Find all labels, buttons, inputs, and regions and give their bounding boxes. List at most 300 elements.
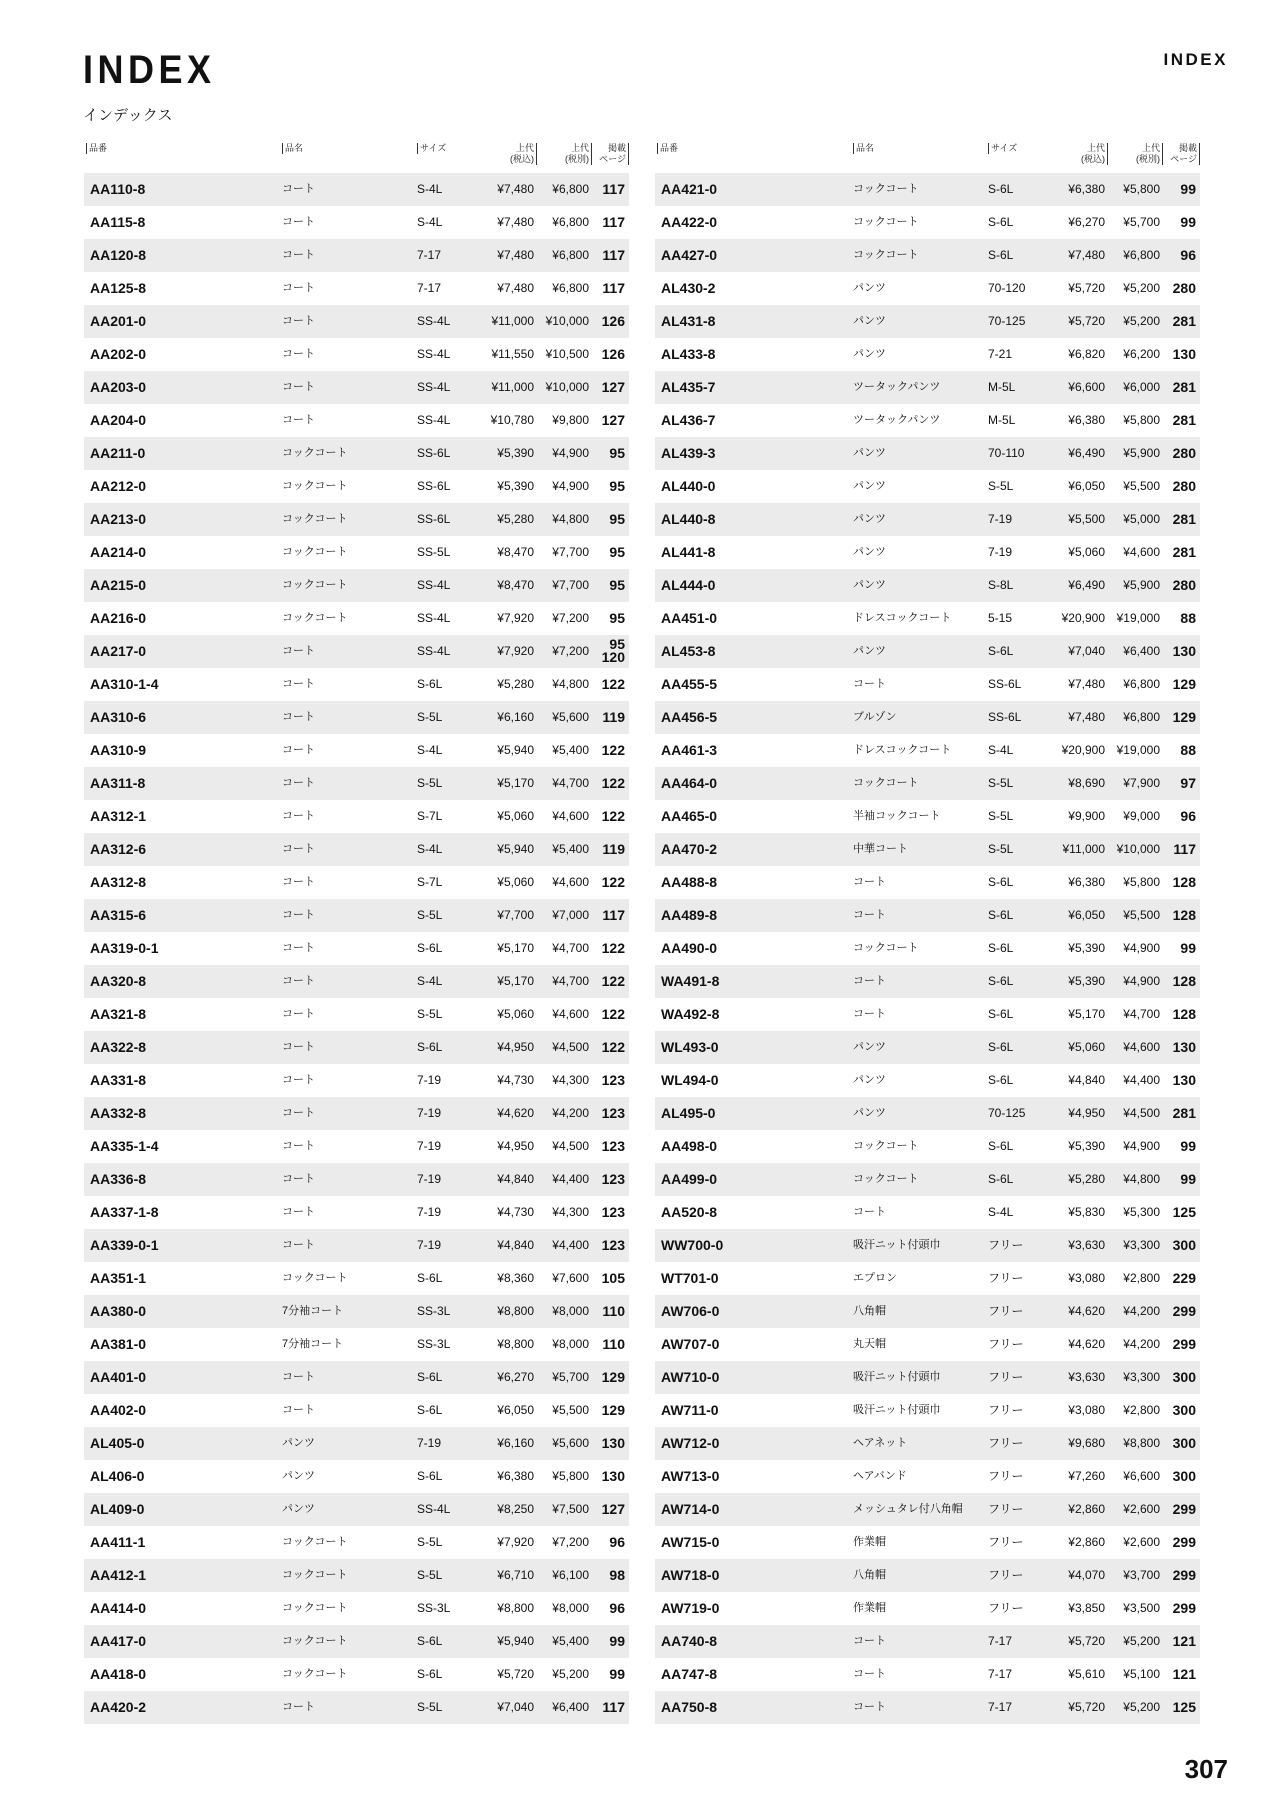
price-excl-tax: ¥4,900 <box>1123 1139 1160 1153</box>
item-code: AA499-0 <box>661 1171 718 1187</box>
page-ref: 130 <box>1172 643 1196 659</box>
item-size: S-4L <box>417 743 443 757</box>
price-incl-tax: ¥5,280 <box>497 512 534 526</box>
price-incl-tax: ¥3,850 <box>1068 1601 1105 1615</box>
table-row <box>655 767 1200 800</box>
price-incl-tax: ¥4,950 <box>497 1139 534 1153</box>
item-size: S-6L <box>988 182 1014 196</box>
item-size: 7-19 <box>417 1205 442 1219</box>
item-size: フリー <box>988 1403 1024 1417</box>
col-price-excl-header: 上代 (税別) <box>1108 143 1163 165</box>
price-excl-tax: ¥6,800 <box>1123 677 1160 691</box>
item-size: S-5L <box>417 1535 443 1549</box>
table-row <box>84 1592 629 1625</box>
page-ref: 110 <box>602 1336 625 1352</box>
item-code: WL493-0 <box>661 1039 719 1055</box>
item-size: SS-6L <box>417 479 451 493</box>
price-incl-tax: ¥4,840 <box>1068 1073 1105 1087</box>
price-incl-tax: ¥5,390 <box>1068 1139 1105 1153</box>
page-ref: 130 <box>1172 1039 1196 1055</box>
table-row <box>655 1559 1200 1592</box>
page-ref: 299 <box>1172 1567 1196 1583</box>
item-size: S-6L <box>988 875 1014 889</box>
price-incl-tax: ¥8,360 <box>497 1271 534 1285</box>
price-incl-tax: ¥5,610 <box>1068 1667 1105 1681</box>
price-incl-tax: ¥7,480 <box>1068 248 1105 262</box>
page-ref: 126 <box>601 346 625 362</box>
item-code: AA321-8 <box>90 1006 147 1022</box>
page-ref: 281 <box>1172 1105 1196 1121</box>
item-code: AA470-2 <box>661 841 718 857</box>
price-excl-tax: ¥4,600 <box>1123 545 1160 559</box>
item-name: コート <box>282 1107 315 1119</box>
item-size: フリー <box>988 1436 1024 1450</box>
price-incl-tax: ¥6,380 <box>1068 413 1105 427</box>
item-code: AA422-0 <box>661 214 718 230</box>
index-table-left <box>84 143 629 1724</box>
price-incl-tax: ¥5,280 <box>497 677 534 691</box>
item-code: AA310-6 <box>90 709 147 725</box>
table-row <box>655 1163 1200 1196</box>
price-incl-tax: ¥6,270 <box>497 1370 534 1384</box>
item-name: 吸汗ニット付頭巾 <box>853 1371 941 1383</box>
item-size: SS-6L <box>417 512 451 526</box>
price-incl-tax: ¥4,620 <box>1068 1304 1105 1318</box>
price-excl-tax: ¥4,600 <box>1123 1040 1160 1054</box>
table-row <box>84 1262 629 1295</box>
table-body <box>655 173 1200 1724</box>
page-ref: 95 <box>609 544 625 560</box>
item-name: コート <box>282 315 315 327</box>
page-ref: 95 <box>609 478 625 494</box>
price-excl-tax: ¥4,800 <box>552 512 589 526</box>
page-ref: 300 <box>1172 1435 1196 1451</box>
item-size: 7-19 <box>988 512 1013 526</box>
item-code: AL441-8 <box>661 544 716 560</box>
item-name: コックコート <box>282 612 348 624</box>
table-row <box>84 173 629 206</box>
item-size: S-4L <box>988 1205 1014 1219</box>
price-incl-tax: ¥7,260 <box>1068 1469 1105 1483</box>
table-row <box>84 1460 629 1493</box>
price-incl-tax: ¥20,900 <box>1061 611 1105 625</box>
item-name: コックコート <box>282 480 348 492</box>
price-excl-tax: ¥5,300 <box>1123 1205 1160 1219</box>
item-code: AA488-8 <box>661 874 718 890</box>
col-code-header: 品番 <box>86 143 107 154</box>
price-excl-tax: ¥5,400 <box>552 1634 589 1648</box>
item-size: S-6L <box>417 677 443 691</box>
item-code: AA332-8 <box>90 1105 147 1121</box>
price-excl-tax: ¥4,200 <box>1123 1304 1160 1318</box>
table-row <box>655 503 1200 536</box>
item-name: ドレスコックコート <box>853 612 952 624</box>
item-name: 作業帽 <box>853 1602 886 1614</box>
item-code: AA489-8 <box>661 907 718 923</box>
page-ref: 117 <box>602 181 625 197</box>
item-name: コート <box>282 744 315 756</box>
price-excl-tax: ¥6,400 <box>1123 644 1160 658</box>
page-ref: 96 <box>1180 808 1196 824</box>
table-row <box>84 1196 629 1229</box>
page-ref: 117 <box>1173 841 1196 857</box>
table-row <box>655 1262 1200 1295</box>
item-code: AA747-8 <box>661 1666 718 1682</box>
item-code: AA335-1-4 <box>90 1138 159 1154</box>
item-size: S-6L <box>417 1469 443 1483</box>
price-incl-tax: ¥11,000 <box>491 380 534 394</box>
table-row <box>655 1097 1200 1130</box>
price-incl-tax: ¥7,040 <box>497 1700 534 1714</box>
item-name: コート <box>282 843 315 855</box>
price-excl-tax: ¥19,000 <box>1116 611 1160 625</box>
item-name: コート <box>853 975 886 987</box>
price-incl-tax: ¥2,860 <box>1068 1502 1105 1516</box>
table-row <box>84 1097 629 1130</box>
table-body <box>84 173 629 1724</box>
price-excl-tax: ¥4,200 <box>1123 1337 1160 1351</box>
table-row <box>84 1691 629 1724</box>
page-ref: 128 <box>1172 874 1196 890</box>
page-ref: 280 <box>1172 478 1196 494</box>
page-ref: 99 <box>1180 940 1196 956</box>
price-excl-tax: ¥6,400 <box>552 1700 589 1714</box>
item-size: S-6L <box>417 941 443 955</box>
item-code: AA520-8 <box>661 1204 718 1220</box>
price-incl-tax: ¥4,620 <box>1068 1337 1105 1351</box>
corner-label: INDEX <box>1163 50 1228 69</box>
price-excl-tax: ¥4,700 <box>552 974 589 988</box>
item-name: コックコート <box>853 942 919 954</box>
table-row <box>655 800 1200 833</box>
table-row <box>655 1427 1200 1460</box>
price-incl-tax: ¥5,720 <box>1068 281 1105 295</box>
item-name: コックコート <box>282 447 348 459</box>
page-ref: 122 <box>601 940 625 956</box>
item-size: S-6L <box>988 1040 1014 1054</box>
item-code: AA115-8 <box>90 214 146 230</box>
item-name: コックコート <box>853 777 919 789</box>
item-code: AA414-0 <box>90 1600 147 1616</box>
page-ref: 130 <box>1172 1072 1196 1088</box>
item-name: パンツ <box>853 645 886 657</box>
item-code: AA201-0 <box>90 313 147 329</box>
price-incl-tax: ¥5,830 <box>1068 1205 1105 1219</box>
table-row <box>655 1691 1200 1724</box>
price-incl-tax: ¥5,720 <box>497 1667 534 1681</box>
item-code: AA213-0 <box>90 511 147 527</box>
item-name: パンツ <box>853 282 886 294</box>
table-row <box>84 965 629 998</box>
page-ref: 110 <box>602 1303 625 1319</box>
table-row <box>84 1031 629 1064</box>
item-name: パンツ <box>853 579 886 591</box>
page-ref: 130 <box>1172 346 1196 362</box>
price-excl-tax: ¥4,300 <box>552 1073 589 1087</box>
table-row <box>84 536 629 569</box>
item-size: 7-17 <box>417 248 442 262</box>
table-row <box>84 338 629 371</box>
table-row <box>84 668 629 701</box>
item-name: コート <box>282 711 315 723</box>
item-name: ブルゾン <box>853 711 897 723</box>
price-excl-tax: ¥4,700 <box>552 776 589 790</box>
item-size: S-6L <box>417 1403 443 1417</box>
item-code: AA217-0 <box>90 643 147 659</box>
price-incl-tax: ¥6,160 <box>497 710 534 724</box>
item-code: AL433-8 <box>661 346 716 362</box>
page-ref: 281 <box>1172 544 1196 560</box>
price-incl-tax: ¥8,470 <box>497 578 534 592</box>
table-row <box>84 1625 629 1658</box>
price-incl-tax: ¥8,800 <box>497 1304 534 1318</box>
price-excl-tax: ¥4,600 <box>552 1007 589 1021</box>
item-code: AA421-0 <box>661 181 718 197</box>
price-incl-tax: ¥6,050 <box>497 1403 534 1417</box>
price-incl-tax: ¥5,390 <box>1068 941 1105 955</box>
item-size: フリー <box>988 1337 1024 1351</box>
table-row <box>84 371 629 404</box>
item-code: AW713-0 <box>661 1468 720 1484</box>
price-excl-tax: ¥6,800 <box>1123 710 1160 724</box>
price-excl-tax: ¥8,000 <box>552 1601 589 1615</box>
table-row <box>84 1394 629 1427</box>
price-incl-tax: ¥5,060 <box>1068 545 1105 559</box>
price-incl-tax: ¥5,170 <box>497 941 534 955</box>
item-name: ヘアネット <box>853 1437 908 1449</box>
table-row <box>655 536 1200 569</box>
price-incl-tax: ¥6,050 <box>1068 479 1105 493</box>
price-incl-tax: ¥5,720 <box>1068 1634 1105 1648</box>
price-excl-tax: ¥7,700 <box>552 578 589 592</box>
item-name: コート <box>282 645 315 657</box>
item-code: AL444-0 <box>661 577 716 593</box>
table-row <box>84 437 629 470</box>
table-row <box>84 1493 629 1526</box>
page-ref: 130 <box>601 1435 625 1451</box>
item-name: コックコート <box>282 1272 348 1284</box>
page-ref: 300 <box>1172 1468 1196 1484</box>
page-ref: 281 <box>1172 412 1196 428</box>
table-row <box>655 1625 1200 1658</box>
item-code: AA417-0 <box>90 1633 147 1649</box>
table-row <box>655 1361 1200 1394</box>
price-excl-tax: ¥4,900 <box>552 446 589 460</box>
price-excl-tax: ¥3,300 <box>1123 1370 1160 1384</box>
col-size-header: サイズ <box>988 143 1017 154</box>
page-ref: 281 <box>1172 511 1196 527</box>
table-row <box>655 404 1200 437</box>
item-name: パンツ <box>853 348 886 360</box>
item-size: 7-17 <box>988 1667 1013 1681</box>
price-excl-tax: ¥9,800 <box>552 413 589 427</box>
page-ref: 229 <box>1172 1270 1196 1286</box>
item-size: M-5L <box>988 380 1016 394</box>
item-code: AA311-8 <box>90 775 146 791</box>
page-ref: 96 <box>609 1600 625 1616</box>
price-excl-tax: ¥6,100 <box>552 1568 589 1582</box>
item-name: コート <box>853 1668 886 1680</box>
price-incl-tax: ¥5,940 <box>497 842 534 856</box>
table-row <box>655 1493 1200 1526</box>
price-excl-tax: ¥7,600 <box>552 1271 589 1285</box>
table-row <box>84 1361 629 1394</box>
page-ref: 123 <box>601 1138 625 1154</box>
table-row <box>655 1130 1200 1163</box>
price-excl-tax: ¥19,000 <box>1116 743 1160 757</box>
item-name: 八角帽 <box>853 1569 886 1581</box>
item-code: AA337-1-8 <box>90 1204 159 1220</box>
item-size: S-6L <box>417 1667 443 1681</box>
price-incl-tax: ¥3,630 <box>1068 1238 1105 1252</box>
col-size-header: サイズ <box>417 143 446 154</box>
item-name: パンツ <box>853 546 886 558</box>
item-code: AA451-0 <box>661 610 718 626</box>
item-name: 吸汗ニット付頭巾 <box>853 1239 941 1251</box>
table-row <box>655 833 1200 866</box>
price-incl-tax: ¥7,480 <box>497 281 534 295</box>
page-ref: 95 <box>609 511 625 527</box>
page-ref: 99 <box>1180 1138 1196 1154</box>
price-excl-tax: ¥5,000 <box>1123 512 1160 526</box>
price-incl-tax: ¥4,620 <box>497 1106 534 1120</box>
item-size: 70-125 <box>988 1106 1026 1120</box>
item-code: AA427-0 <box>661 247 718 263</box>
price-excl-tax: ¥8,000 <box>552 1337 589 1351</box>
item-name: コート <box>282 1140 315 1152</box>
item-size: 70-120 <box>988 281 1026 295</box>
table-row <box>84 701 629 734</box>
page-ref: 300 <box>1172 1369 1196 1385</box>
table-row <box>655 437 1200 470</box>
item-code: AA740-8 <box>661 1633 718 1649</box>
item-code: AA211-0 <box>90 445 146 461</box>
price-excl-tax: ¥4,900 <box>1123 974 1160 988</box>
table-row <box>655 1031 1200 1064</box>
price-incl-tax: ¥4,840 <box>497 1238 534 1252</box>
price-incl-tax: ¥3,630 <box>1068 1370 1105 1384</box>
price-excl-tax: ¥5,700 <box>552 1370 589 1384</box>
item-code: AA331-8 <box>90 1072 147 1088</box>
index-table-right <box>655 143 1200 1724</box>
item-size: フリー <box>988 1535 1024 1549</box>
price-excl-tax: ¥8,800 <box>1123 1436 1160 1450</box>
item-code: AA312-1 <box>90 808 147 824</box>
price-incl-tax: ¥7,480 <box>497 215 534 229</box>
item-code: AA461-3 <box>661 742 718 758</box>
price-incl-tax: ¥20,900 <box>1061 743 1105 757</box>
table-row <box>84 1064 629 1097</box>
item-size: SS-4L <box>417 314 451 328</box>
page-ref: 99 <box>1180 181 1196 197</box>
page-ref: 98 <box>609 1567 625 1583</box>
item-code: AA351-1 <box>90 1270 147 1286</box>
price-incl-tax: ¥3,080 <box>1068 1271 1105 1285</box>
item-code: AL495-0 <box>661 1105 716 1121</box>
item-code: AW718-0 <box>661 1567 720 1583</box>
price-excl-tax: ¥5,200 <box>1123 281 1160 295</box>
page-ref: 122 <box>601 1039 625 1055</box>
item-size: フリー <box>988 1601 1024 1615</box>
price-excl-tax: ¥4,300 <box>552 1205 589 1219</box>
item-name: コート <box>282 1239 315 1251</box>
col-page-header: 掲載 ページ <box>593 143 629 165</box>
page-ref: 123 <box>601 1171 625 1187</box>
table-row <box>655 338 1200 371</box>
price-incl-tax: ¥6,160 <box>497 1436 534 1450</box>
table-row <box>84 272 629 305</box>
item-name: ツータックパンツ <box>853 414 941 426</box>
price-incl-tax: ¥6,600 <box>1068 380 1105 394</box>
item-code: AA203-0 <box>90 379 147 395</box>
item-code: AA312-8 <box>90 874 147 890</box>
price-excl-tax: ¥4,500 <box>1123 1106 1160 1120</box>
page-ref: 129 <box>601 1402 625 1418</box>
table-row <box>84 899 629 932</box>
table-row <box>655 668 1200 701</box>
item-name: ドレスコックコート <box>853 744 952 756</box>
price-excl-tax: ¥4,200 <box>552 1106 589 1120</box>
price-incl-tax: ¥2,860 <box>1068 1535 1105 1549</box>
item-name: コート <box>282 909 315 921</box>
price-excl-tax: ¥4,800 <box>552 677 589 691</box>
page-ref: 117 <box>602 247 625 263</box>
table-row <box>655 371 1200 404</box>
item-name: コート <box>282 381 315 393</box>
item-size: SS-3L <box>417 1304 451 1318</box>
price-excl-tax: ¥3,300 <box>1123 1238 1160 1252</box>
table-row <box>655 1229 1200 1262</box>
price-excl-tax: ¥10,000 <box>545 314 589 328</box>
item-code: AA322-8 <box>90 1039 147 1055</box>
price-incl-tax: ¥4,840 <box>497 1172 534 1186</box>
item-size: S-5L <box>417 776 443 790</box>
price-excl-tax: ¥4,400 <box>552 1238 589 1252</box>
item-code: AL435-7 <box>661 379 716 395</box>
item-code: AA216-0 <box>90 610 147 626</box>
item-name: コックコート <box>853 216 919 228</box>
item-name: 八角帽 <box>853 1305 886 1317</box>
page-ref: 96 <box>609 1534 625 1550</box>
page-ref: 281 <box>1172 379 1196 395</box>
item-size: S-5L <box>417 908 443 922</box>
item-size: SS-4L <box>417 347 451 361</box>
item-name: コックコート <box>282 1569 348 1581</box>
price-incl-tax: ¥8,470 <box>497 545 534 559</box>
table-row <box>84 602 629 635</box>
price-excl-tax: ¥5,400 <box>552 743 589 757</box>
table-row <box>655 998 1200 1031</box>
item-code: AL430-2 <box>661 280 716 296</box>
item-size: SS-6L <box>417 446 451 460</box>
price-excl-tax: ¥8,000 <box>552 1304 589 1318</box>
item-size: S-6L <box>417 1370 443 1384</box>
col-code-header: 品番 <box>657 143 678 154</box>
table-row <box>84 1427 629 1460</box>
price-incl-tax: ¥6,490 <box>1068 446 1105 460</box>
item-name: コート <box>282 183 315 195</box>
item-name: コックコート <box>282 513 348 525</box>
page-ref: 99 <box>1180 1171 1196 1187</box>
price-excl-tax: ¥2,800 <box>1123 1271 1160 1285</box>
item-size: SS-3L <box>417 1337 451 1351</box>
page-ref: 122 <box>601 1006 625 1022</box>
price-excl-tax: ¥5,500 <box>1123 479 1160 493</box>
price-excl-tax: ¥6,000 <box>1123 380 1160 394</box>
price-incl-tax: ¥8,800 <box>497 1601 534 1615</box>
page-ref: 128 <box>1172 973 1196 989</box>
table-row <box>84 767 629 800</box>
